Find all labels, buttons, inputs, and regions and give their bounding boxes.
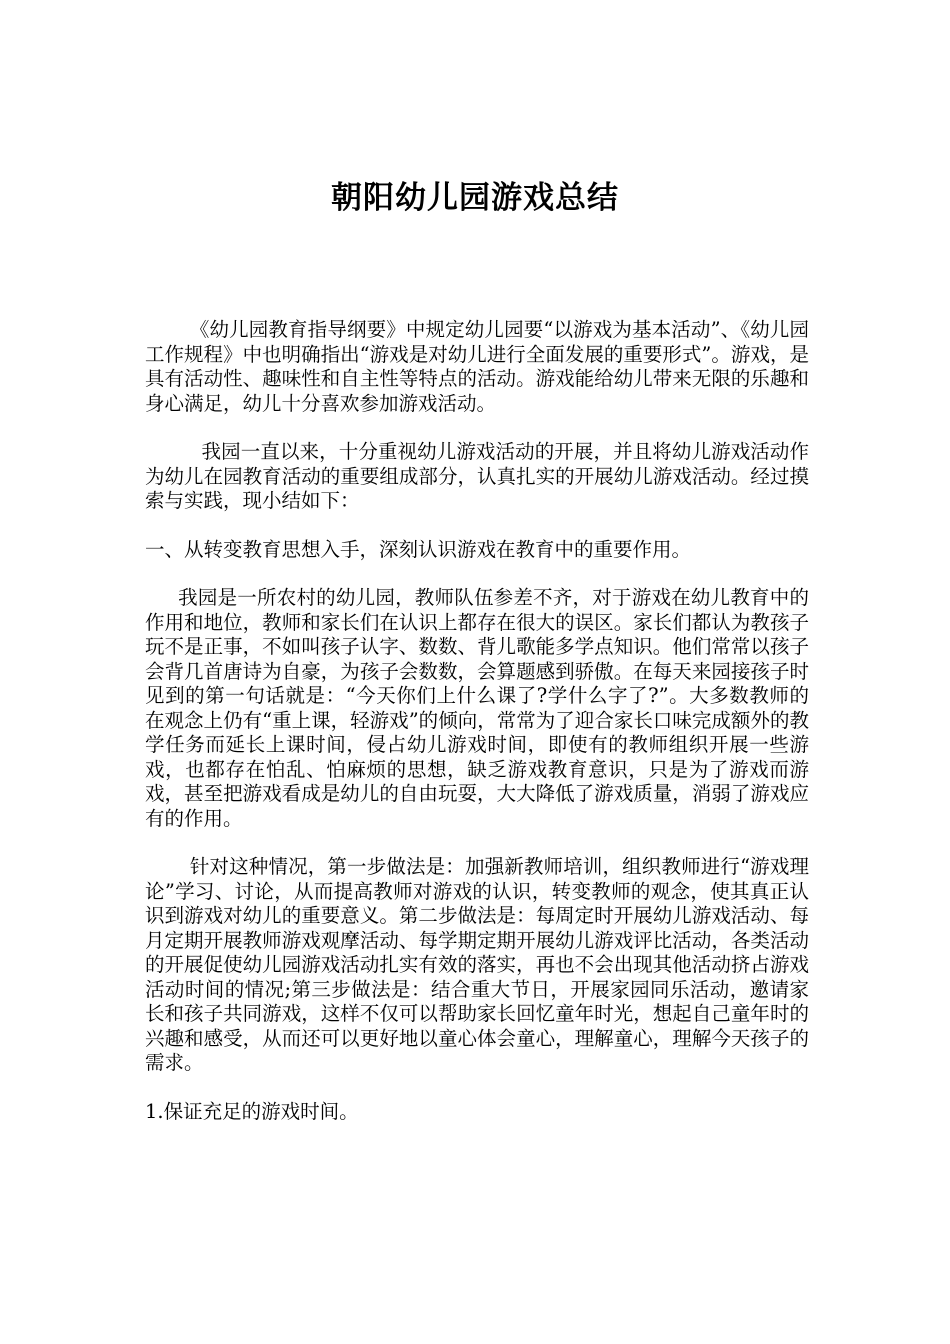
document-title: 朝阳幼儿园游戏总结 [331, 180, 619, 216]
paragraph-intro: 《幼儿园教育指导纲要》中规定幼儿园要“以游戏为基本活动”、《幼儿园工作规程》中也明确指出“游戏是对幼儿进行全面发展的重要形式”。游戏，是具有活动性、趣味性和自主性等特点的活动。游戏能给幼儿带来无限的乐趣和身心满足，幼儿十分喜欢参加游戏活动。 [145, 318, 809, 415]
paragraph-situation: 我园是一所农村的幼儿园，教师队伍参差不齐，对于游戏在幼儿教育中的作用和地位，教师和家长们在认识上都存在很大的误区。家长们都认为教孩子玩不是正事，不如叫孩子认字、数数、背儿歌能多学点知识。他们常常以孩子会背几首唐诗为自豪，为孩子会数数，会算题感到骄傲。在每天来园接孩子时见到的第一句话就是：“今天你们上什么课了?学什么字了?”。大多数教师的在观念上仍有“重上课，轻游戏”的倾向，常常为了迎合家长口味完成额外的教学任务而延长上课时间，侵占幼儿游戏时间，即使有的教师组织开展一些游戏，也都存在怕乱、怕麻烦的思想，缺乏游戏教育意识，只是为了游戏而游戏，甚至把游戏看成是幼儿的自由玩耍，大大降低了游戏质量，消弱了游戏应有的作用。 [145, 586, 809, 830]
paragraph-background: 我园一直以来，十分重视幼儿游戏活动的开展，并且将幼儿游戏活动作为幼儿在园教育活动的重要组成部分，认真扎实的开展幼儿游戏活动。经过摸索与实践，现小结如下： [145, 440, 809, 512]
paragraph-measures: 针对这种情况，第一步做法是：加强新教师培训，组织教师进行“游戏理论”学习、讨论，从而提高教师对游戏的认识，转变教师的观念，使其真正认识到游戏对幼儿的重要意义。第二步做法是：每周定时开展幼儿游戏活动、每月定期开展教师游戏观摩活动、每学期定期开展幼儿游戏评比活动，各类活动的开展促使幼儿园游戏活动扎实有效的落实，再也不会出现其他活动挤占游戏活动时间的情况;第三步做法是：结合重大节日，开展家园同乐活动，邀请家长和孩子共同游戏，这样不仅可以帮助家长回忆童年时光，想起自己童年时的兴趣和感受，从而还可以更好地以童心体会童心，理解童心，理解今天孩子的需求。 [145, 855, 809, 1074]
document-body [145, 318, 809, 1148]
section-heading-one: 一、从转变教育思想入手，深刻认识游戏在教育中的重要作用。 [145, 537, 692, 561]
subsection-heading-1: 1.保证充足的游戏时间。 [145, 1099, 359, 1123]
